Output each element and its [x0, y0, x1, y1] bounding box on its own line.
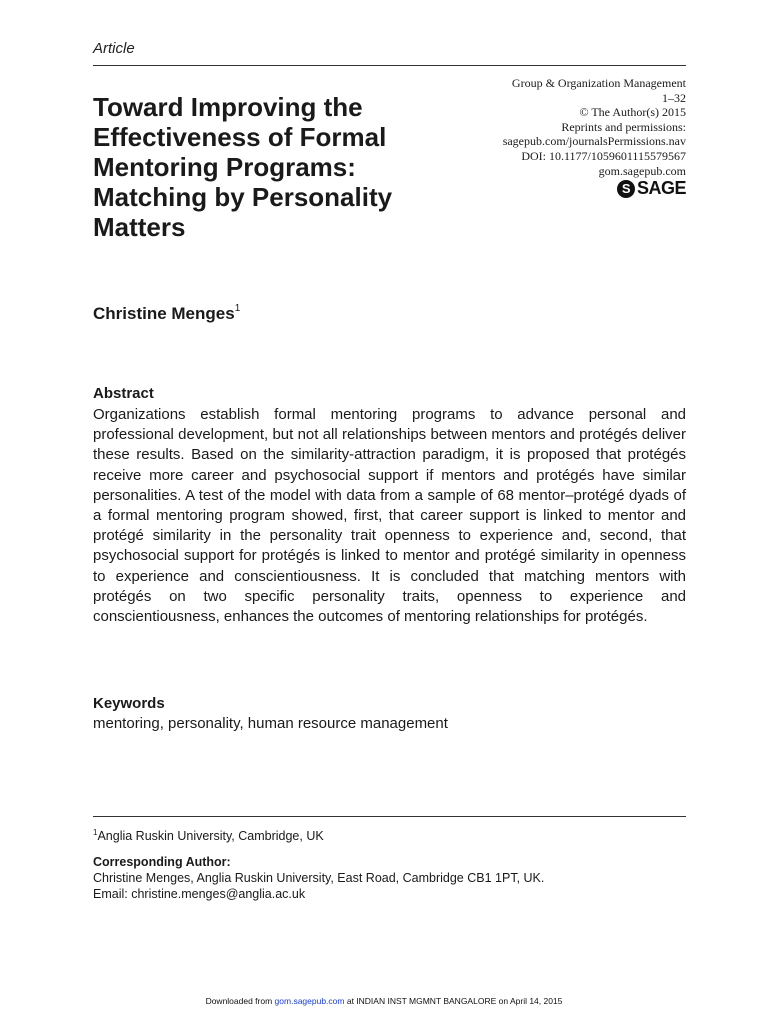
- publication-meta: [426, 76, 686, 178]
- paper-title-line: Matters: [93, 212, 186, 242]
- keywords-text: mentoring, personality, human resource management: [93, 715, 448, 732]
- sage-s-icon: S: [617, 180, 635, 198]
- paper-title-line: Toward Improving the: [93, 92, 363, 122]
- affiliation-mark: 1: [93, 828, 98, 837]
- reprints-label: Reprints and permissions:: [561, 119, 686, 134]
- paper-title-line: Effectiveness of Formal: [93, 122, 387, 152]
- footnote-rule: [93, 816, 686, 817]
- corresponding-author-address: Christine Menges, Anglia Ruskin University, East Road, Cambridge CB1 1PT, UK.: [93, 871, 545, 885]
- header-rule: [93, 65, 686, 66]
- affiliation-footnote: [93, 828, 324, 843]
- page-range: 1–32: [662, 90, 686, 105]
- sage-logo-text: SAGE: [636, 178, 686, 198]
- download-source-link[interactable]: gom.sagepub.com: [274, 996, 345, 1006]
- sage-logo: [617, 178, 686, 199]
- article-type-label: Article: [93, 40, 135, 57]
- author-name: Christine Menges: [93, 304, 235, 323]
- journal-site[interactable]: gom.sagepub.com: [598, 163, 686, 178]
- author-line: [93, 303, 240, 324]
- download-banner: [0, 996, 768, 1006]
- download-suffix: at INDIAN INST MGMNT BANGALORE on April 14, 2015: [344, 996, 563, 1006]
- affiliation-text: Anglia Ruskin University, Cambridge, UK: [97, 829, 324, 843]
- paper-title-line: Mentoring Programs:: [93, 152, 356, 182]
- journal-name: Group & Organization Management: [511, 76, 686, 90]
- download-prefix: Downloaded from: [205, 996, 275, 1006]
- paper-title: [93, 92, 483, 242]
- abstract-text: Organizations establish formal mentoring programs to advance personal and professional development, but not all relationships between mentors and protégés deliver these results. Based on the similarity-attraction paradigm, it is proposed that protégés receive more career and psychosocial support if mentors and protégés have similar personalities. A test of the model with data from a sample of 68 mentor–protégé dyads of a formal mentoring program showed, first, that career support is linked to mentor and protégé similarity in the personality trait openness to experience and, second, that psychosocial support for protégés is linked to mentor and protégé similarity in openness to experience and conscientiousness. It is concluded that matching mentors with protégés on two specific personality traits, openness to experience and conscientiousness, enhances the outcomes of mentoring relationships for protégés.: [93, 406, 686, 626]
- paper-title-line: Matching by Personality: [93, 182, 393, 212]
- reprints-url[interactable]: sagepub.com/journalsPermissions.nav: [502, 134, 686, 149]
- author-affiliation-mark: 1: [234, 303, 241, 314]
- copyright-notice: © The Author(s) 2015: [579, 105, 686, 120]
- doi[interactable]: DOI: 10.1177/1059601115579567: [521, 148, 686, 163]
- abstract-heading: Abstract: [93, 385, 154, 402]
- corresponding-author-email[interactable]: Email: christine.menges@anglia.ac.uk: [93, 887, 306, 901]
- keywords-heading: Keywords: [93, 695, 165, 712]
- corresponding-author-heading: Corresponding Author:: [93, 855, 231, 869]
